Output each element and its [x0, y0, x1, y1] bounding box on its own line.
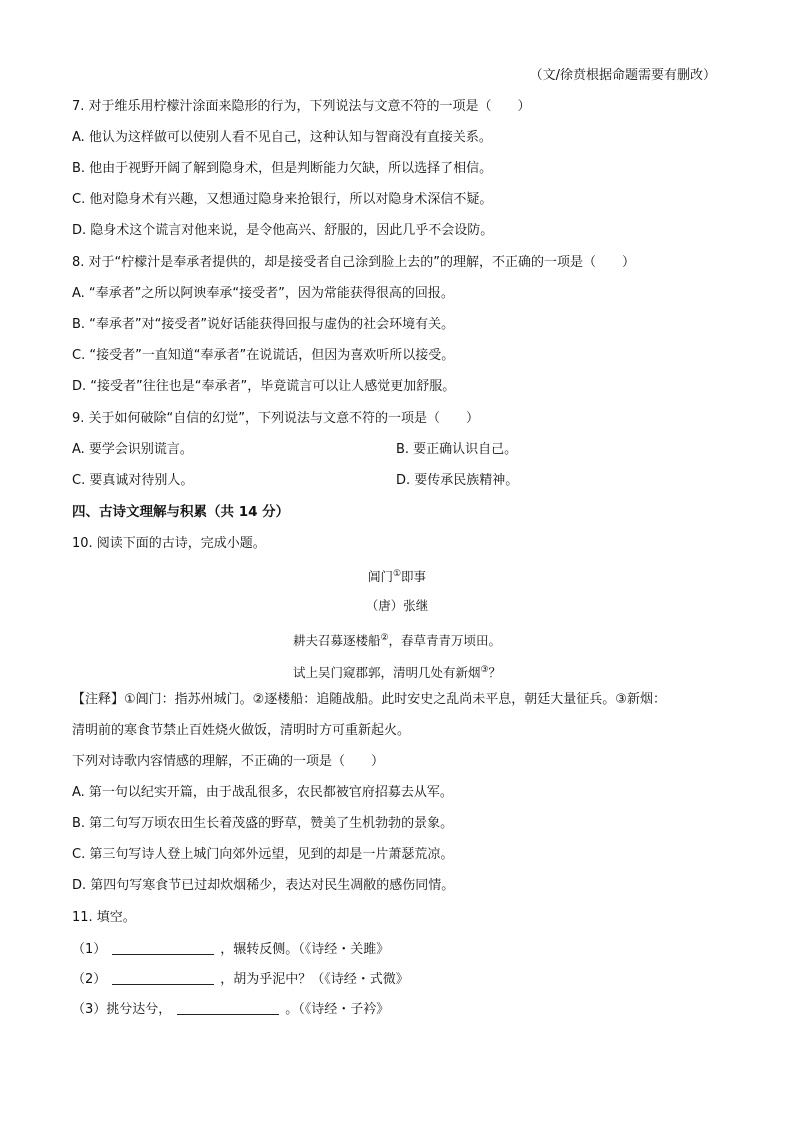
question-9-option-b: B. 要正确认识自己。 — [396, 442, 518, 457]
question-9-stem: 9. 关于如何破除“自信的幻觉”，下列说法与文意不符的一项是（ ） — [72, 411, 480, 426]
section-4-heading: 四、古诗文理解与积累（共 14 分） — [72, 504, 290, 520]
question-11-stem: 11. 填空。 — [72, 910, 136, 925]
question-9-option-a: A. 要学会识别谎言。 — [72, 442, 193, 457]
poem-notes-line-1: 【注释】①阊门：指苏州城门。②逐楼船：追随战船。此时安史之乱尚未平息，朝廷大量征兵。③新烟： — [72, 692, 666, 707]
fill-item-3-tail: 。（《诗经・子衿》 — [285, 1002, 390, 1017]
fill-item-2 — [72, 970, 409, 990]
poem-title-mark: ① — [392, 569, 402, 579]
fill-item-2-number: （2） — [72, 972, 107, 987]
poem-author: （唐）张继 — [365, 598, 429, 613]
question-8-option-a: A. “奉承者”之所以阿谀奉承“接受者”，因为常能获得很高的回报。 — [72, 286, 454, 301]
question-8-stem: 8. 对于“柠檬汁是奉承者提供的，却是接受者自己涂到脸上去的”的理解，不正确的一项是（ ） — [72, 255, 636, 270]
question-8-option-b: B. “奉承者”对“接受者”说好话能获得回报与虚伪的社会环境有关。 — [72, 317, 455, 332]
poem-title-text: 阊门 — [367, 569, 393, 585]
question-7-option-a: A. 他认为这样做可以使别人看不见自己，这种认知与智商没有直接关系。 — [72, 130, 492, 145]
poem-title-tail: 即事 — [401, 569, 427, 585]
fill-item-3-head: （3）挑兮达兮， — [72, 1002, 172, 1017]
poem-line-1 — [0, 628, 794, 651]
question-7-stem: 7. 对于维乐用柠檬汁涂面来隐形的行为，下列说法与文意不符的一项是（ ） — [72, 99, 531, 114]
question-10-ask: 下列对诗歌内容情感的理解，不正确的一项是（ ） — [72, 754, 385, 769]
fill-item-3 — [72, 1000, 389, 1020]
question-7-option-b: B. 他由于视野开阔了解到隐身术，但是判断能力欠缺，所以选择了相信。 — [72, 161, 493, 176]
fill-item-1 — [72, 940, 389, 960]
question-10-option-c: C. 第三句写诗人登上城门向郊外远望，见到的却是一片萧瑟荒凉。 — [72, 847, 454, 862]
fill-item-1-tail: ，辗转反侧。（《诗经・关雎》 — [220, 942, 390, 957]
question-10-option-d: D. 第四句写寒食节已过却炊烟稀少，表达对民生凋敝的感伤同情。 — [72, 878, 455, 893]
poem-line-1-a: 耕夫召募逐楼船 — [292, 633, 381, 649]
question-8-option-d: D. “接受者”往往也是“奉承者”，毕竟谎言可以让人感觉更加舒服。 — [72, 379, 456, 394]
question-10-stem: 10. 阅读下面的古诗，完成小题。 — [72, 536, 266, 551]
question-10-option-b: B. 第二句写万顷农田生长着茂盛的野草，赞美了生机勃勃的景象。 — [72, 816, 454, 831]
question-8-option-c: C. “接受者”一直知道“奉承者”在说谎话，但因为喜欢听所以接受。 — [72, 348, 455, 363]
question-10-option-a: A. 第一句以纪实开篇，由于战乱很多，农民都被官府招募去从军。 — [72, 785, 453, 800]
question-9-option-d: D. 要传承民族精神。 — [396, 473, 519, 488]
poem-line-1-b: ，春草青青万顷田。 — [388, 633, 502, 649]
poem-title — [0, 564, 794, 587]
poem-notes-line-2: 清明前的寒食节禁止百姓烧火做饭，清明时方可重新起火。 — [72, 723, 411, 738]
fill-item-2-tail: ，胡为乎泥中？（《诗经・式微》 — [220, 972, 409, 987]
fill-blank-2[interactable] — [112, 970, 214, 985]
poem-line-2 — [0, 660, 794, 683]
source-note: （文/徐贲根据命题需要有删改） — [529, 68, 716, 83]
question-7-option-d: D. 隐身术这个谎言对他来说，是令他高兴、舒服的，因此几乎不会设防。 — [72, 223, 494, 238]
question-9-option-c: C. 要真诚对待别人。 — [72, 473, 194, 488]
poem-line-1-mark: ② — [380, 633, 389, 643]
fill-blank-3[interactable] — [177, 1000, 279, 1015]
poem-line-2-b: ？ — [488, 665, 502, 681]
poem-line-2-mark: ③ — [480, 665, 489, 675]
poem-line-2-a: 试上吴门窥郡郭，清明几处有新烟 — [292, 665, 481, 681]
fill-blank-1[interactable] — [112, 940, 214, 955]
fill-item-1-number: （1） — [72, 942, 107, 957]
question-7-option-c: C. 他对隐身术有兴趣，又想通过隐身来抢银行，所以对隐身术深信不疑。 — [72, 192, 493, 207]
